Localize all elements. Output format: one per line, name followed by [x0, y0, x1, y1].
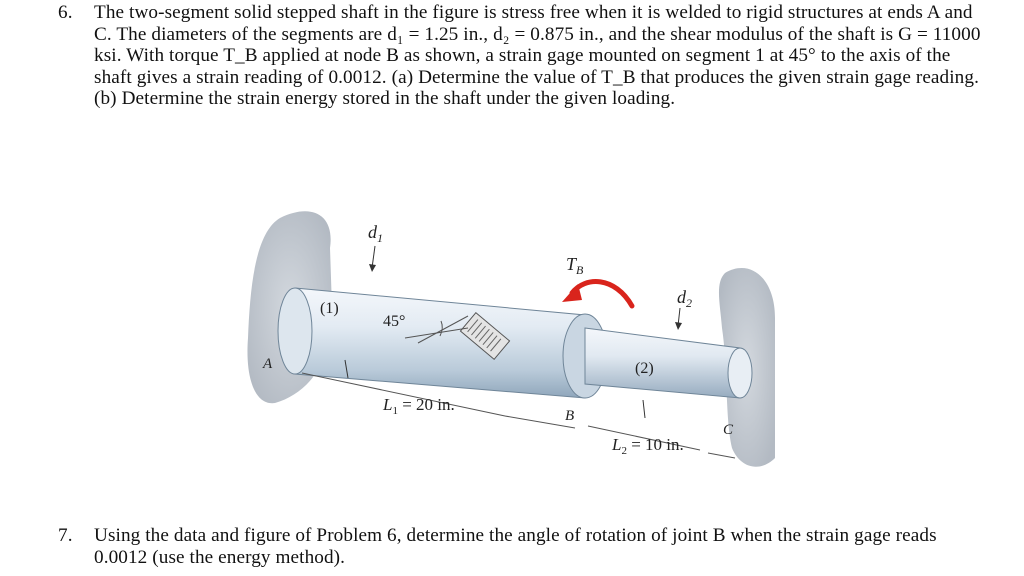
problem-statement: Using the data and figure of Problem 6, determine the angle of rotation of joint B when the strain gage reads 0.0012 (use the energy method). [94, 525, 937, 568]
segment-2-label: (2) [635, 360, 654, 377]
problem-number: 6. [58, 2, 73, 23]
torque-arrow [572, 282, 632, 306]
node-c-label: C [723, 422, 734, 438]
shaft-end-a [278, 288, 312, 374]
node-a-label: A [263, 356, 273, 372]
shaft-diagram [240, 188, 780, 478]
shaft-end-c [728, 348, 752, 398]
problem-7 [58, 525, 988, 568]
svg-text:d2: $d_2$ [677, 287, 692, 310]
problem-number: 7. [58, 525, 73, 546]
stepped-shaft-figure [240, 188, 780, 478]
problem-statement: The two-segment solid stepped shaft in the figure is stress free when it is welded to rigid structures at ends A and C. The diameters of the segments are d₁ = 1.25 in., d₂ = 0.875 in., and the shear modulus of the shaft is G = 11000 ksi. With torque T_B applied at node B as shown, a strain gage mounted on segment 1 at 45° to the axis of the shaft gives a strain reading of 0.0012. (a) Determine the value of T_B that produces the given strain gage reading. (b) Determine the strain energy stored in the shaft under the given loading. [94, 2, 981, 109]
angle-label: 45° [383, 313, 406, 330]
svg-text:L1 = 20 in.: $L_1 = 20$ in. [383, 395, 455, 417]
svg-text:L2 = 10 in.: $L_2 = 10$ in. [612, 435, 684, 457]
node-b-label: B [565, 408, 575, 424]
problem-6 [58, 2, 988, 110]
svg-text:TB: $T_B$ [566, 254, 584, 277]
segment-1-label: (1) [320, 300, 339, 317]
svg-text:d1: $d_1$ [368, 222, 383, 245]
shaft-segment-2 [585, 328, 740, 398]
